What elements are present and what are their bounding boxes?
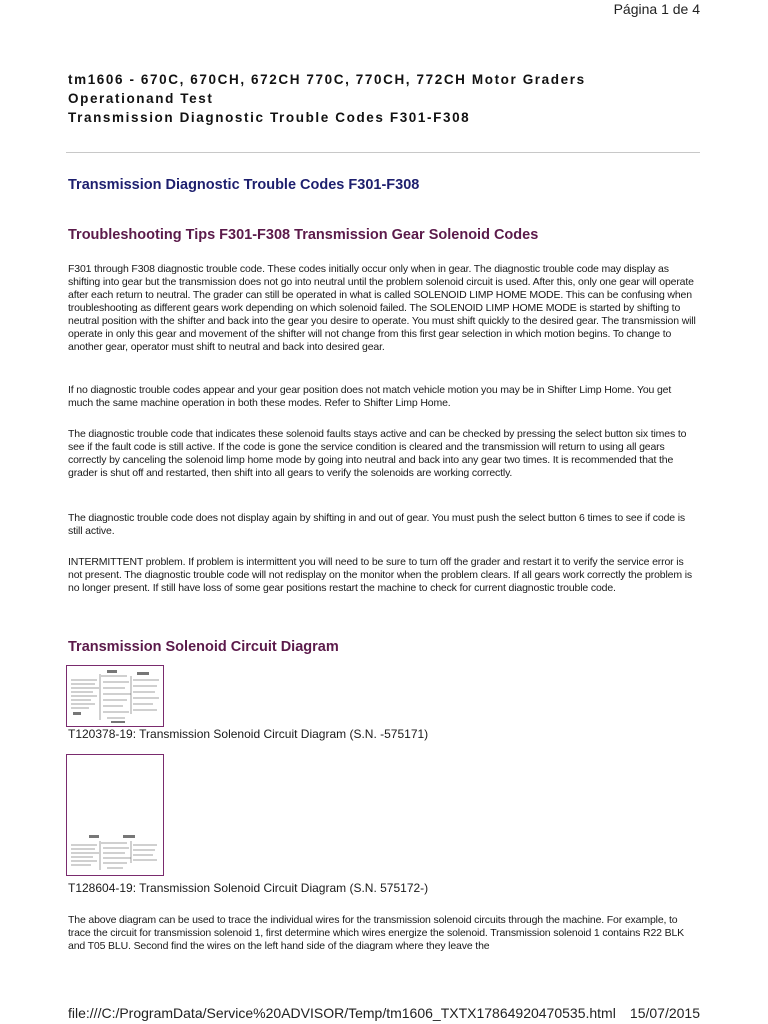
circuit-diagram-thumbnail-1[interactable] [66,665,164,727]
paragraph-2: If no diagnostic trouble codes appear and your gear position does not match vehicle motion you may be in Shifter Limp Home. You get much the same machine operation in both these modes. Refer to Shifter Limp Home. [68,384,672,409]
figure-caption-2: T128604-19: Transmission Solenoid Circuit Diagram (S.N. 575172-) [68,881,429,895]
page-number: Página 1 de 4 [613,1,700,17]
figure-caption-1: T120378-19: Transmission Solenoid Circuit Diagram (S.N. -575171) [68,727,429,741]
closing-paragraph: The above diagram can be used to trace the individual wires for the transmission solenoid circuits through the machine. For example, to trace the circuit for transmission solenoid 1, first determine which wires energize the solenoid. Transmission solenoid 1 contains R22 BLK and T05 BLU. Second find the wires on the left hand side of the diagram where they leave the [68,914,685,952]
troubleshooting-tips-heading: Troubleshooting Tips F301-F308 Transmission Gear Solenoid Codes [68,227,539,243]
circuit-diagram-thumbnail-2[interactable] [66,754,164,876]
horizontal-divider [66,152,700,153]
circuit-diagram-2-icon [67,755,163,875]
title-line-3: Transmission Diagnostic Trouble Codes F301-F308 [68,110,471,125]
footer-date: 15/07/2015 [629,1005,700,1021]
section-title: Transmission Diagnostic Trouble Codes F301-F308 [68,177,420,193]
document-title [68,70,708,127]
paragraph-3: The diagnostic trouble code that indicates these solenoid faults stays active and can be checked by pressing the select button six times to see if the fault code is still active. If the code is gone the service condition is cleared and the transmission will return to using all gears correctly by canceling the solenoid limp home mode by going into neutral and back into any gear two times. It is recommended that the grader is shut off and restarted, then shift into all gears to verify the solenoids are working correctly. [68,428,687,479]
paragraph-4: The diagnostic trouble code does not display again by shifting in and out of gear. You must push the select button 6 times to see if code is still active. [68,512,685,537]
paragraph-1: F301 through F308 diagnostic trouble code. These codes initially occur only when in gear. The diagnostic trouble code may display as shifting into gear but the transmission does not go into neutral until the problem solenoid circuit is used. After this, only one gear will operate after each return to neutral. The grader can still be operated in what is called SOLENOID LIMP HOME MODE. This can be confusing when troubleshooting as different gears work depending on which solenoid failed. The SOLENOID LIMP HOME MODE is started by shifting to neutral position with the shifter and back into the gear you desire to operate. You must shift quickly to the desired gear. The transmission will operate in only this gear and movement of the shifter will not change from this first gear selection in which motion begins. To change to another gear, operator must shift to neutral and back into desired gear. [68,263,696,353]
circuit-diagram-heading: Transmission Solenoid Circuit Diagram [68,639,339,655]
circuit-diagram-1-icon [67,666,163,726]
title-line-1: tm1606 - 670C, 670CH, 672CH 770C, 770CH, 772CH Motor Graders [68,72,586,87]
title-line-2: Operationand Test [68,91,214,106]
footer-file-url: file:///C:/ProgramData/Service%20ADVISOR/Temp/tm1606_TXTX17864920470535.html [68,1005,616,1021]
paragraph-5: INTERMITTENT problem. If problem is intermittent you will need to be sure to turn off the grader and restart it to verify the service error is not present. The diagnostic trouble code will not redisplay on the monitor when the problem clears. If all gears work correctly the problem is no longer present. If still have loss of some gear positions restart the machine to check for current diagnostic trouble code. [68,556,692,594]
